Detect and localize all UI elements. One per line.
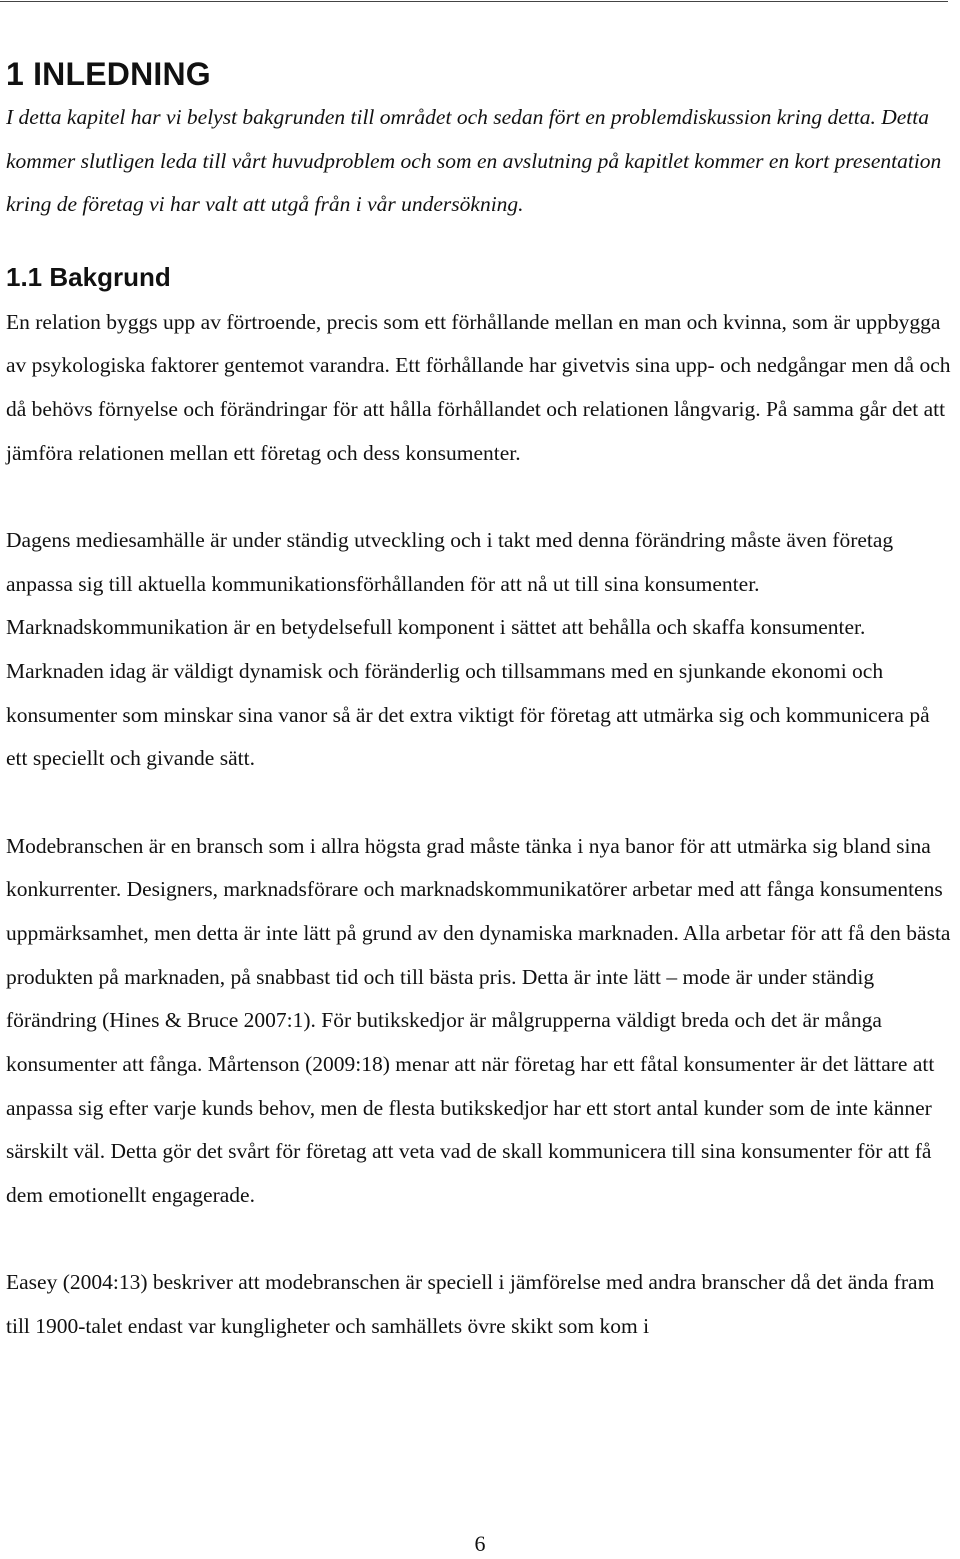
paragraph-mediesamhalle: Dagens mediesamhälle är under ständig utveckling och i takt med denna förändring måste även företag anpassa sig till aktuella kommunikationsförhållanden för att nå ut till sina konsumenter. Marknadskommunikation är en betydelsefull komponent i sättet att behålla och skaffa konsumenter. Marknaden idag är väldigt dynamisk och föränderlig och tillsammans med en sjunkande ekonomi och konsumenter som minskar sina vanor så är det extra viktigt för företag att utmärka sig och kommunicera på ett speciellt och givande sätt. [6,527,930,771]
page-top-rule [0,1,948,2]
paragraph-relation: En relation byggs upp av förtroende, precis som ett förhållande mellan en man och kvinna, som är uppbygga av psykologiska faktorer gentemot varandra. Ett förhållande har givetvis sina upp- och nedgångar men då och då behövs förnyelse och förändringar för att hålla förhållandet och relationen långvarig. På samma går det att jämföra relationen mellan ett företag och dess konsumenter. [6,309,951,465]
page-number: 6 [474,1531,486,1556]
paragraph-modebranschen: Modebranschen är en bransch som i allra högsta grad måste tänka i nya banor för att utmärka sig bland sina konkurrenter. Designers, marknadsförare och marknadskommunikatörer arbetar med att fånga konsumentens uppmärksamhet, men detta är inte lätt på grund av den dynamiska marknaden. Alla arbetar för att få den bästa produkten på marknaden, på snabbast tid och till bästa pris. Detta är inte lätt – mode är under ständig förändring (Hines & Bruce 2007:1). För butikskedjor är målgrupperna väldigt breda och det är många konsumenter att fånga. Mårtenson (2009:18) menar att när företag har ett fåtal konsumenter är det lättare att anpassa sig efter varje kunds behov, men de flesta butikskedjor har ett stort antal kunder som de inte känner särskilt väl. Detta gör det svårt för företag att veta vad de skall kommunicera till sina konsumenter för att få dem emotionellt engagerade. [6,833,951,1208]
chapter-title: 1 INLEDNING [6,56,211,92]
paragraph-easey: Easey (2004:13) beskriver att modebranschen är speciell i jämförelse med andra branscher då det ända fram till 1900-talet endast var kungligheter och samhällets övre skikt som kom i [6,1270,935,1339]
chapter-intro: I detta kapitel har vi belyst bakgrunden till området och sedan fört en problemdiskussion kring detta. Detta kommer slutligen leda till vårt huvudproblem och som en avslutning på kapitlet kommer en kort presentation kring de företag vi har valt att utgå från i vår undersökning. [6,105,942,216]
section-title: 1.1 Bakgrund [6,261,171,292]
document-content [6,52,956,1349]
